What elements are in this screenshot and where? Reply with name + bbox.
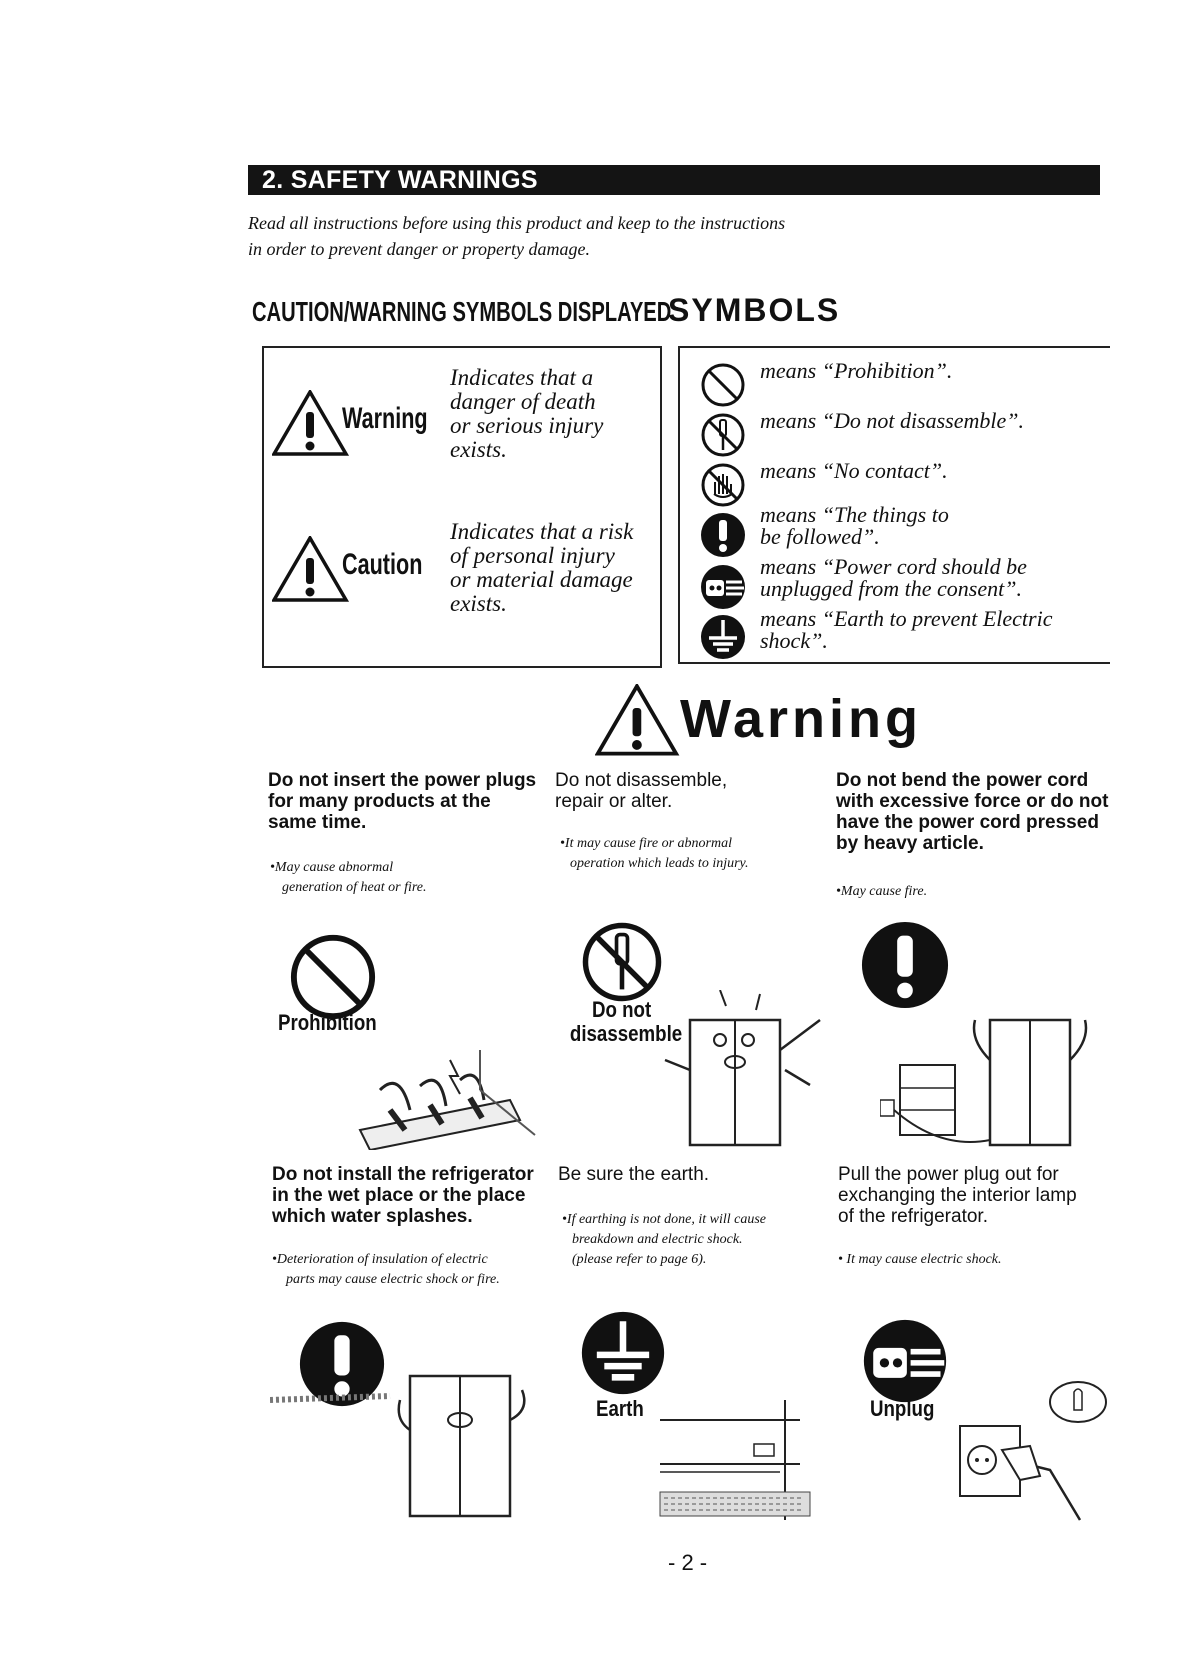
symbol-text-line: means “Earth to prevent Electric <box>760 606 1053 631</box>
item-title-line: of the refrigerator. <box>838 1206 988 1227</box>
unplug-outlet-illustration <box>950 1380 1120 1530</box>
item-3-title <box>836 770 1108 854</box>
item-note-line: parts may cause electric shock or fire. <box>286 1272 500 1287</box>
item-note-line: generation of heat or fire. <box>282 880 427 895</box>
item-title-line: for many products at the <box>268 791 491 812</box>
earth-icon <box>700 614 746 660</box>
intro-line-2: in order to prevent danger or property damage. <box>248 239 590 259</box>
item-2-title <box>555 770 727 812</box>
caution-def-line: of personal injury <box>450 543 615 568</box>
section-header-bar <box>248 165 1100 195</box>
icon-label-line: disassemble <box>569 1021 683 1046</box>
item-note-line: breakdown and electric shock. <box>572 1232 743 1247</box>
item-note-line: •May cause abnormal <box>270 860 394 875</box>
section-title: 2. SAFETY WARNINGS <box>262 166 538 194</box>
caution-triangle-icon <box>272 536 350 604</box>
symbols-heading: SYMBOLS <box>668 292 841 328</box>
item-title-line: in the wet place or the place <box>272 1185 526 1206</box>
warning-def-line: danger of death <box>450 389 596 414</box>
item-note-line: •May cause fire. <box>836 884 928 899</box>
unplug-label: Unplug <box>870 1396 935 1421</box>
symbol-text: means “Prohibition”. <box>760 358 953 383</box>
warning-def-line: exists. <box>450 437 507 462</box>
warning-title: Warning <box>680 689 922 749</box>
item-note-line: • It may cause electric shock. <box>838 1252 1002 1267</box>
item-3-note <box>836 882 927 902</box>
symbol-text-line: shock”. <box>760 628 828 653</box>
prohibition-icon <box>288 932 378 1022</box>
unplug-icon <box>700 564 746 610</box>
refrigerator-crushed-cord-illustration <box>880 1000 1110 1150</box>
item-note-line: •If earthing is not done, it will cause <box>562 1212 766 1227</box>
item-title-line: Pull the power plug out for <box>838 1164 1059 1185</box>
prohibition-icon <box>700 362 746 408</box>
symbol-text-line: unplugged from the consent”. <box>760 576 1022 601</box>
item-5-note <box>562 1210 766 1270</box>
symbol-text: means “Do not disassemble”. <box>760 408 1025 433</box>
warning-label: Warning <box>342 402 428 435</box>
big-warning-triangle-icon <box>595 684 681 758</box>
item-6-title <box>838 1164 1077 1227</box>
item-note-line: operation which leads to injury. <box>570 856 749 871</box>
symbol-text: means “No contact”. <box>760 458 948 483</box>
item-title-line: Do not install the refrigerator <box>272 1164 534 1185</box>
item-title-line: with excessive force or do not <box>836 791 1109 812</box>
refrigerator-water-splash-illustration <box>270 1370 540 1520</box>
caution-definition <box>450 520 633 616</box>
page-number: - 2 - <box>668 1550 708 1575</box>
intro-line-1: Read all instructions before using this product and keep to the instructions <box>248 213 786 233</box>
do-not-disassemble-icon <box>700 412 746 458</box>
earth-label: Earth <box>596 1396 644 1421</box>
item-4-title <box>272 1164 534 1227</box>
earth-icon <box>580 1310 666 1396</box>
item-title-line: by heavy article. <box>836 833 984 854</box>
item-5-title <box>558 1164 709 1185</box>
power-strip-illustration <box>350 1050 540 1150</box>
caution-def-line: Indicates that a risk <box>450 519 634 544</box>
do-not-disassemble-icon <box>580 920 664 1004</box>
warning-def-line: Indicates that a <box>450 365 594 390</box>
warning-definition <box>450 366 603 462</box>
symbol-text-line: means “The things to <box>760 502 949 527</box>
item-title-line: Do not bend the power cord <box>836 770 1089 791</box>
caution-label: Caution <box>342 548 423 581</box>
grounding-diagram-illustration <box>650 1400 820 1520</box>
warning-triangle-icon <box>272 390 350 458</box>
caution-def-line: or material damage <box>450 567 633 592</box>
item-2-note <box>560 834 749 874</box>
item-title-line: which water splashes. <box>272 1206 473 1227</box>
symbol-text <box>760 608 1052 652</box>
item-title-line: Be sure the earth. <box>558 1164 710 1185</box>
item-title-line: exchanging the interior lamp <box>838 1185 1077 1206</box>
item-title-line: Do not disassemble, <box>555 770 728 791</box>
unplug-icon <box>862 1318 948 1404</box>
caution-warning-heading: CAUTION/WARNING SYMBOLS DISPLAYED <box>252 296 672 327</box>
follow-instructions-icon <box>860 920 950 1010</box>
symbol-text-line: be followed”. <box>760 524 880 549</box>
caution-def-line: exists. <box>450 591 507 616</box>
symbol-text <box>760 504 949 548</box>
symbols-box <box>678 346 1110 664</box>
item-title-line: same time. <box>268 812 367 833</box>
prohibition-label: Prohibition <box>278 1010 377 1035</box>
symbol-text-line: means “Power cord should be <box>760 554 1027 579</box>
item-note-line: (please refer to page 6). <box>572 1252 707 1267</box>
item-1-title <box>268 770 536 833</box>
item-title-line: have the power cord pressed <box>836 812 1099 833</box>
item-6-note <box>838 1250 1002 1270</box>
symbol-text <box>760 556 1027 600</box>
item-title-line: repair or alter. <box>555 791 673 812</box>
no-contact-icon <box>700 462 746 508</box>
item-note-line: •Deterioration of insulation of electric <box>272 1252 488 1267</box>
item-1-note <box>270 858 427 898</box>
warning-def-line: or serious injury <box>450 413 604 438</box>
icon-label-line: Do not <box>592 997 652 1022</box>
caution-warning-box <box>262 346 662 668</box>
refrigerator-character-illustration <box>660 990 830 1150</box>
item-note-line: •It may cause fire or abnormal <box>560 836 732 851</box>
intro-text <box>248 210 948 262</box>
item-4-note <box>272 1250 500 1290</box>
follow-instructions-icon <box>700 512 746 558</box>
item-title-line: Do not insert the power plugs <box>268 770 537 791</box>
